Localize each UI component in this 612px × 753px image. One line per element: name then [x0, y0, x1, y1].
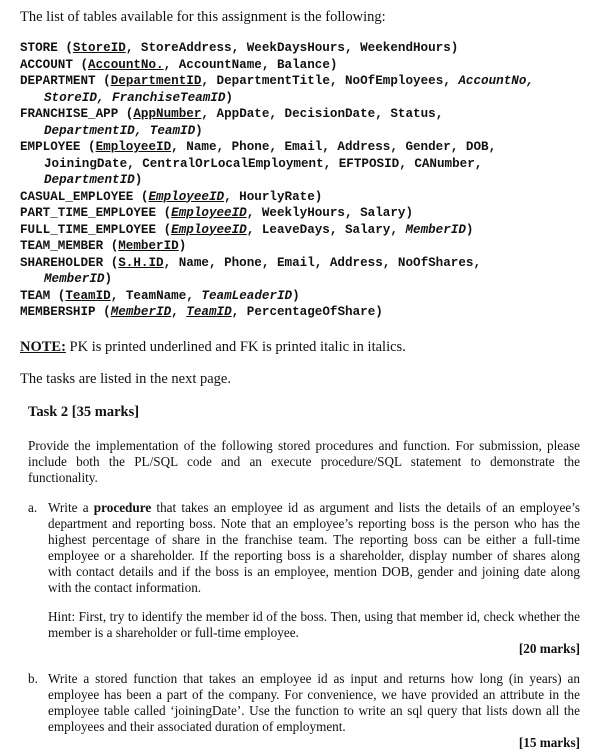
- primary-key: StoreID: [72, 41, 126, 55]
- schema-line: [20, 123, 610, 140]
- schema-line: [20, 156, 610, 173]
- primary-key: TeamID: [186, 305, 232, 319]
- schema-text: FULL_TIME_EMPLOYEE (: [20, 222, 172, 237]
- schema-text: JoiningDate, CentralOrLocalEmployment, EFTPOSID, CANumber,: [44, 156, 483, 171]
- task-description: Provide the implementation of the following stored procedures and function. For submission, please include both the PL/SQL code and an execute procedure/SQL statement to demonstrate the functionality.: [28, 438, 580, 485]
- schema-text: SHAREHOLDER (: [20, 255, 119, 270]
- schema-text: ): [178, 239, 187, 253]
- tasks-next-text: The tasks are listed in the next page.: [20, 371, 231, 387]
- schema-line: [20, 255, 610, 272]
- schema-line: [20, 288, 610, 305]
- primary-key: DepartmentID: [110, 74, 202, 88]
- intro-text: The list of tables available for this assignment is the following:: [20, 9, 386, 25]
- item-label: b.: [28, 671, 38, 686]
- note-body: PK is printed underlined and FK is printed italic in italics.: [65, 339, 406, 355]
- primary-key: EmployeeID: [171, 206, 247, 220]
- schema-text: PART_TIME_EMPLOYEE (: [20, 206, 172, 220]
- foreign-key: StoreID, FranchiseTeamID: [44, 90, 226, 105]
- schema-line: [20, 57, 610, 74]
- schema-relation-part-time-employee: [20, 205, 610, 222]
- schema-relation-full-time-employee: [20, 222, 610, 239]
- item-text-bold: procedure: [93, 500, 152, 515]
- schema-text: , StoreAddress, WeekDaysHours, WeekendHours): [125, 41, 459, 55]
- schema-line: [20, 238, 610, 255]
- schema-line: [20, 139, 610, 156]
- schema-relation-membership: [20, 304, 610, 321]
- schema-text: , PercentageOfShare): [231, 305, 383, 319]
- primary-key: EmployeeID: [95, 140, 172, 154]
- schema-text: CASUAL_EMPLOYEE (: [20, 189, 149, 204]
- schema-text: , HourlyRate): [224, 189, 323, 204]
- schema-text: ): [104, 272, 113, 286]
- schema-relation-franchise-app: [20, 106, 610, 139]
- schema-text: TEAM (: [20, 288, 66, 303]
- primary-key: TeamID: [65, 288, 111, 303]
- item-body: [48, 500, 580, 596]
- schema-text: ): [292, 288, 300, 303]
- primary-key: EmployeeID: [171, 222, 247, 237]
- primary-key: MemberID: [118, 239, 179, 253]
- schema-text: , Name, Phone, Email, Address, NoOfShares,: [163, 255, 482, 270]
- schema-text: MEMBERSHIP (: [20, 305, 111, 319]
- schema-line: [20, 40, 610, 57]
- schema-text: ): [465, 222, 474, 237]
- item-hint: Hint: First, try to identify the member id of the boss. Then, using that member id, check whether the member is a shareholder or full-time employee.: [48, 609, 580, 640]
- schema-relation-employee: [20, 139, 610, 189]
- note-text: [20, 339, 406, 356]
- schema-text: DEPARTMENT (: [20, 74, 111, 88]
- schema-line: [20, 222, 610, 239]
- schema-text: , TeamName,: [110, 288, 202, 303]
- item-body: Write a stored function that takes an employee id as input and returns how long (in years) an employee has been a part of the company. For convenience, we have provided an attribute in the employee table called ‘joiningDate’. Use the function to write an sql query that lists down all the employees and their associated duration of employment.: [48, 671, 580, 734]
- schema-text: , LeaveDays, Salary,: [246, 222, 406, 237]
- item-marks: [20 marks]: [518, 641, 580, 656]
- schema-line: [20, 304, 610, 321]
- note-label: NOTE:: [20, 339, 66, 355]
- schema-relation-team-member: [20, 238, 610, 255]
- schema-line: [20, 172, 610, 189]
- item-label: a.: [28, 500, 38, 515]
- item-text-pre: Write a: [48, 500, 94, 515]
- schema-relation-store: [20, 40, 610, 57]
- primary-key: S.H.ID: [118, 255, 164, 270]
- primary-key: MemberID: [110, 305, 172, 319]
- task-item-a: [28, 500, 580, 657]
- item-marks: [15 marks]: [518, 735, 580, 750]
- schema-line: [20, 106, 610, 123]
- item-text-post: that takes an employee id as argument and lists the details of an employee’s department and reporting boss. Note that an employee’s reporting boss is the person who has the highest percentage of share in the franchise team. The reporting boss can be either a full-time employee or a shareholder. If the reporting boss is a shareholder, display number of shares along with contact details and if the boss is an employee, mention DOB, gender and joining date along with the contact information.: [48, 500, 580, 595]
- schema-relation-account: [20, 57, 610, 74]
- schema-line: [20, 73, 610, 90]
- schema-text: ): [134, 173, 143, 187]
- foreign-key: DepartmentID, TeamID: [44, 123, 196, 138]
- schema-text: ): [195, 123, 203, 138]
- foreign-key: DepartmentID: [44, 173, 135, 187]
- schema-text: FRANCHISE_APP (: [20, 107, 134, 121]
- table-schema-list: [20, 40, 610, 321]
- schema-line: [20, 271, 610, 288]
- schema-text: , Name, Phone, Email, Address, Gender, DOB,: [171, 140, 497, 154]
- schema-relation-shareholder: [20, 255, 610, 288]
- schema-relation-department: [20, 73, 610, 106]
- foreign-key: MemberID: [44, 272, 105, 286]
- primary-key: AccountNo.: [88, 57, 164, 72]
- foreign-key: TeamLeaderID: [201, 288, 293, 303]
- schema-line: [20, 205, 610, 222]
- schema-text: , AppDate, DecisionDate, Status,: [201, 107, 444, 121]
- schema-text: STORE (: [20, 41, 73, 55]
- foreign-key: AccountNo,: [458, 74, 534, 88]
- task-item-b: [28, 671, 580, 751]
- primary-key: AppNumber: [133, 107, 202, 121]
- schema-relation-casual-employee: [20, 189, 610, 206]
- foreign-key: MemberID: [405, 222, 466, 237]
- primary-key: EmployeeID: [148, 189, 225, 204]
- schema-text: , AccountName, Balance): [163, 57, 338, 72]
- schema-text: , DepartmentTitle, NoOfEmployees,: [201, 74, 459, 88]
- schema-text: ,: [171, 305, 187, 319]
- task-title: Task 2 [35 marks]: [28, 404, 140, 420]
- schema-text: ACCOUNT (: [20, 57, 89, 72]
- schema-text: ): [225, 90, 233, 105]
- schema-text: EMPLOYEE (: [20, 140, 96, 154]
- schema-relation-team: [20, 288, 610, 305]
- schema-line: [20, 189, 610, 206]
- schema-line: [20, 90, 610, 107]
- schema-text: , WeeklyHours, Salary): [246, 206, 413, 220]
- schema-text: TEAM_MEMBER (: [20, 239, 119, 253]
